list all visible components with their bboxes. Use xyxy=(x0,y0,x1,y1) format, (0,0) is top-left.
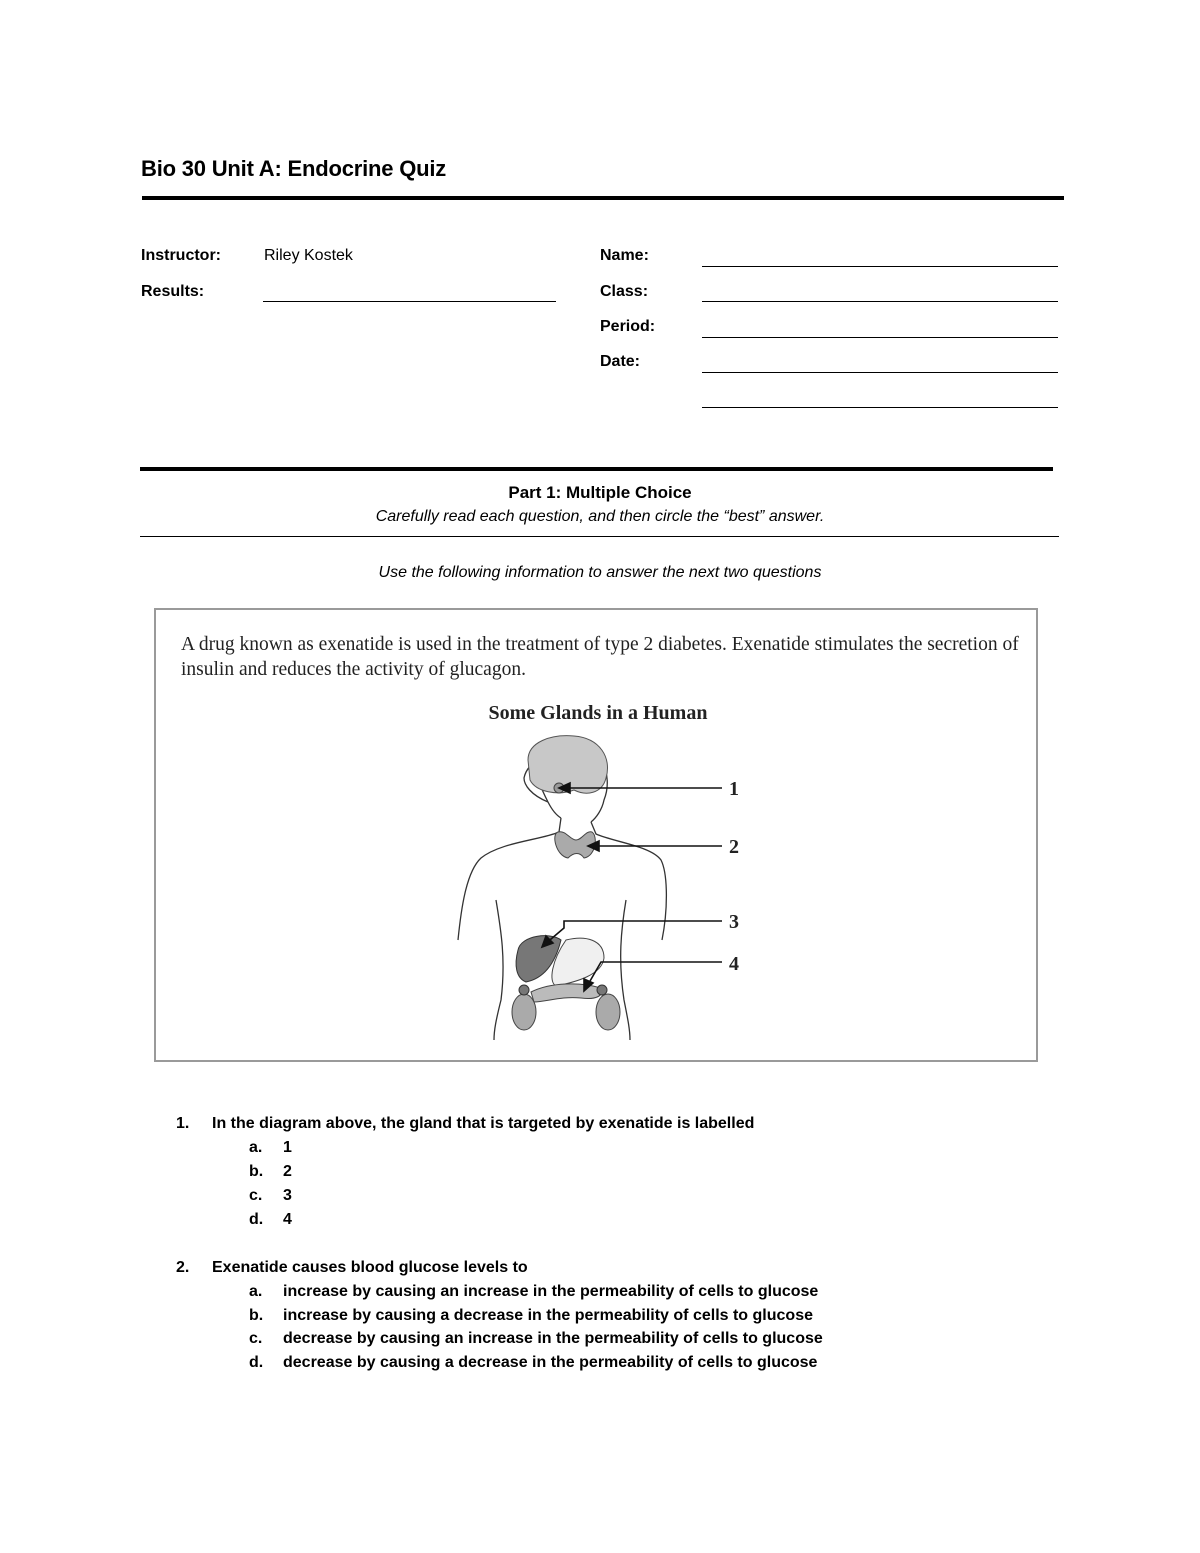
title-divider xyxy=(142,196,1064,200)
part-title: Part 1: Multiple Choice xyxy=(508,483,692,502)
q2-option-d-letter: d. xyxy=(249,1354,264,1371)
period-field[interactable] xyxy=(702,337,1058,338)
results-field[interactable] xyxy=(263,301,556,302)
part-instructions: Carefully read each question, and then circle the “best” answer. xyxy=(375,508,825,525)
label-line-4 xyxy=(586,962,722,988)
instructor-label: Instructor: xyxy=(141,247,221,264)
q1-option-d-letter: d. xyxy=(249,1211,264,1228)
q2-option-d[interactable]: decrease by causing a decrease in the permeability of cells to glucose xyxy=(283,1354,818,1371)
page-title: Bio 30 Unit A: Endocrine Quiz xyxy=(141,156,447,181)
class-field[interactable] xyxy=(702,301,1058,302)
q2-option-a-letter: a. xyxy=(249,1283,263,1300)
use-info-text: Use the following information to answer the next two questions xyxy=(378,564,822,581)
q2-option-c[interactable]: decrease by causing an increase in the permeability of cells to glucose xyxy=(283,1330,823,1347)
results-label: Results: xyxy=(141,283,205,300)
name-label: Name: xyxy=(600,247,649,264)
part-thin-divider xyxy=(140,536,1059,537)
figure-title: Some Glands in a Human xyxy=(488,702,708,724)
name-field[interactable] xyxy=(702,266,1058,267)
q1-option-d[interactable]: 4 xyxy=(283,1211,292,1228)
q1-option-a-letter: a. xyxy=(249,1139,263,1156)
question-1-number: 1. xyxy=(176,1115,190,1132)
right-kidney xyxy=(596,994,620,1030)
right-adrenal xyxy=(597,985,607,995)
extra-field[interactable] xyxy=(702,407,1058,408)
figure-label-1: 1 xyxy=(729,778,739,800)
q1-option-a[interactable]: 1 xyxy=(283,1139,292,1156)
question-1-text: In the diagram above, the gland that is targeted by exenatide is labelled xyxy=(212,1115,755,1132)
figure-label-3: 3 xyxy=(729,911,739,933)
q2-option-b[interactable]: increase by causing a decrease in the permeability of cells to glucose xyxy=(283,1307,813,1324)
q1-option-b-letter: b. xyxy=(249,1163,264,1180)
gland-4-pancreas xyxy=(531,984,602,1002)
figure-box xyxy=(154,608,1038,1062)
question-2-text: Exenatide causes blood glucose levels to xyxy=(212,1259,528,1276)
period-label: Period: xyxy=(600,318,656,335)
q1-option-c[interactable]: 3 xyxy=(283,1187,292,1204)
figure-label-4: 4 xyxy=(729,953,739,975)
glands-diagram xyxy=(156,610,1040,1064)
q2-option-c-letter: c. xyxy=(249,1330,263,1347)
left-kidney xyxy=(512,994,536,1030)
instructor-value: Riley Kostek xyxy=(264,247,353,264)
left-adrenal xyxy=(519,985,529,995)
part-divider xyxy=(140,467,1053,471)
figure-label-2: 2 xyxy=(729,836,739,858)
class-label: Class: xyxy=(600,283,649,300)
question-2-number: 2. xyxy=(176,1259,190,1276)
q1-option-b[interactable]: 2 xyxy=(283,1163,292,1180)
q2-option-b-letter: b. xyxy=(249,1307,264,1324)
figure-description: A drug known as exenatide is used in the treatment of type 2 diabetes. Exenatide stimulates the secretion of insulin and reduces the activity of glucagon. xyxy=(181,634,1019,680)
q1-option-c-letter: c. xyxy=(249,1187,263,1204)
date-label: Date: xyxy=(600,353,641,370)
q2-option-a[interactable]: increase by causing an increase in the permeability of cells to glucose xyxy=(283,1283,819,1300)
date-field[interactable] xyxy=(702,372,1058,373)
